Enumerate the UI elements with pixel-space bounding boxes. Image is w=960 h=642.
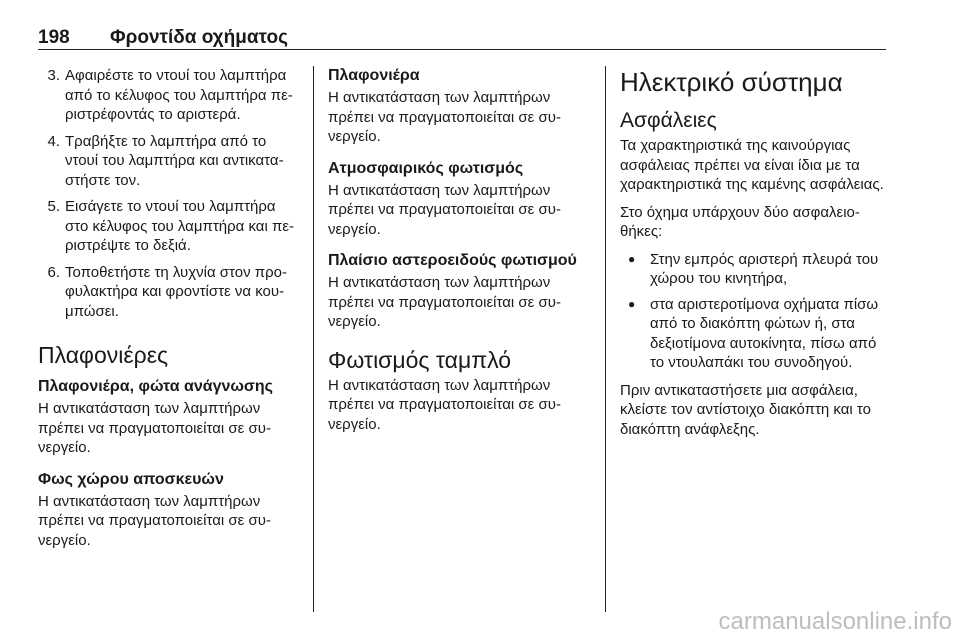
paragraph-ceiling-light: Η αντικατάσταση των λαμπτήρων πρέπει να πραγματοποιείται σε συνεργείο. — [328, 89, 561, 145]
step-text: Τραβήξτε το λαμπτήρα από το ντουί του λαμπτήρα και αντικαταστήστε τον. — [65, 132, 284, 189]
running-header-title: Φροντίδα οχήματος — [110, 27, 288, 48]
step-item — [38, 132, 300, 191]
procedure-steps — [38, 66, 300, 321]
paragraph-ambient-lighting: Η αντικατάσταση των λαμπτήρων πρέπει να πραγματοποιείται σε συνεργείο. — [328, 181, 561, 238]
step-text: Αφαιρέστε το ντουί του λαμπτήρα από το κέλυφος του λαμπτήρα περιστρέφοντάς το αριστερά. — [65, 67, 293, 123]
section-title-fuses: Ασφάλειες — [620, 109, 717, 132]
section-title-interior-lights: Πλαφονιέρες — [38, 342, 169, 368]
subheading-ambient-lighting: Ατμοσφαιρικός φωτισμός — [328, 159, 524, 177]
column-right — [620, 66, 890, 439]
step-item — [38, 263, 300, 322]
paragraph-fuse-specs: Τα χαρακτηριστικά της καινούργιας ασφάλειας πρέπει να είναι ίδια με τα χαρακτηριστικά της καμένης ασφάλειας. — [620, 137, 884, 193]
watermark-text: carmanualsonline.info — [718, 608, 952, 635]
paragraph-fuse-boxes: Στο όχημα υπάρχουν δύο ασφαλειοθήκες: — [620, 203, 860, 240]
column-divider-left — [313, 66, 314, 612]
step-text: Τοποθετήστε τη λυχνία στον προφυλακτήρα και φροντίστε να κουμπώσει. — [65, 263, 287, 320]
paragraph-dashboard-lighting: Η αντικατάσταση των λαμπτήρων πρέπει να πραγματοποιείται σε συνεργείο. — [328, 376, 561, 433]
step-text: Εισάγετε το ντουί του λαμπτήρα στο κέλυφος του λαμπτήρα και περιστρέψτε το δεξιά. — [65, 198, 295, 254]
subheading-reading-lights: Πλαφονιέρα, φώτα ανάγνωσης — [38, 378, 273, 395]
paragraph-before-replacing: Πριν αντικαταστήσετε μια ασφάλεια, κλείστε τον αντίστοιχο διακόπτη και το διακόπτη ανάφλεξης. — [620, 381, 871, 438]
bullet-icon: ● — [628, 296, 636, 311]
list-item — [620, 250, 890, 289]
step-item — [38, 197, 300, 256]
step-number: 6. — [47, 263, 60, 281]
list-item — [620, 295, 890, 373]
bullet-text: στα αριστεροτίμονα οχήματα πίσω από το διακόπτη φώτων ή, στα δεξιοτίμονα αυτοκίνητα, πίσω από το ντουλαπάκι του συνοδηγού. — [650, 295, 879, 371]
subheading-ceiling-light: Πλαφονιέρα — [328, 67, 420, 84]
step-item — [38, 66, 300, 125]
chapter-title-electrical-system: Ηλεκτρικό σύστημα — [620, 67, 843, 97]
bullet-text: Στην εμπρός αριστερή πλευρά του χώρου του κινητήρα, — [650, 250, 879, 287]
step-number: 4. — [47, 132, 60, 150]
section-title-dashboard-lighting: Φωτισμός ταμπλό — [328, 346, 512, 373]
column-left — [38, 66, 300, 550]
subheading-luggage-light: Φως χώρου αποσκευών — [38, 470, 224, 488]
paragraph-reading-lights: Η αντικατάσταση των λαμπτήρων πρέπει να πραγματοποιείται σε συνεργείο. — [38, 400, 271, 456]
header-rule — [38, 49, 886, 50]
fuse-box-list — [620, 250, 890, 373]
paragraph-starry-panel: Η αντικατάσταση των λαμπτήρων πρέπει να πραγματοποιείται σε συνεργείο. — [328, 274, 561, 330]
step-number: 3. — [47, 67, 60, 84]
subheading-starry-panel: Πλαίσιο αστεροειδούς φωτισμού — [328, 252, 577, 269]
bullet-icon: ● — [628, 251, 636, 266]
step-number: 5. — [47, 198, 60, 215]
paragraph-luggage-light: Η αντικατάσταση των λαμπτήρων πρέπει να πραγματοποιείται σε συνεργείο. — [38, 492, 271, 549]
column-middle — [328, 66, 590, 434]
page-number: 198 — [38, 27, 70, 48]
column-divider-right — [605, 66, 606, 612]
